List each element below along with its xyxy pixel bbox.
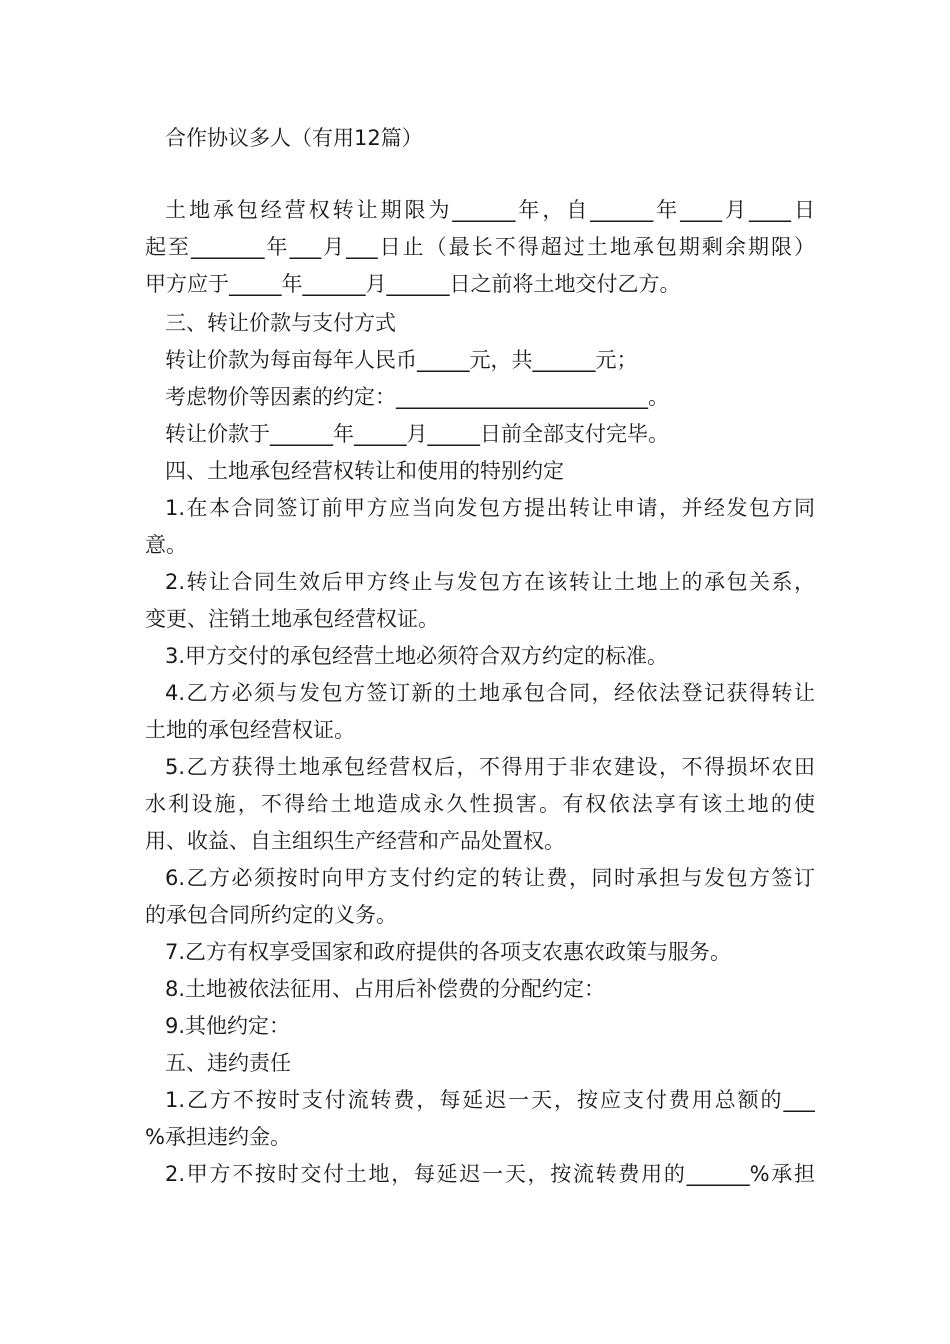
paragraph-line: 6.乙方必须按时向甲方支付约定的转让费，同时承担与发包方签订 [165, 866, 815, 890]
paragraph-line: 的承包合同所约定的义务。 [145, 903, 397, 927]
paragraph-line: 水利设施，不得给土地造成永久性损害。有权依法享有该土地的使 [145, 792, 815, 816]
paragraph-line: 甲方应于_____年______月______日之前将土地交付乙方。 [145, 272, 681, 296]
paragraph-line: 4.乙方必须与发包方签订新的土地承包合同，经依法登记获得转让 [165, 681, 815, 705]
paragraph-line: 5.乙方获得土地承包经营权后，不得用于非农建设，不得损坏农田 [165, 755, 815, 779]
section-heading: 四、土地承包经营权转让和使用的特别约定 [165, 459, 564, 483]
paragraph-line: 2.转让合同生效后甲方终止与发包方在该转让土地上的承包关系， [165, 570, 815, 594]
paragraph-line: 1.在本合同签订前甲方应当向发包方提出转让申请，并经发包方同 [165, 496, 815, 520]
paragraph-line: 3.甲方交付的承包经营土地必须符合双方约定的标准。 [165, 644, 669, 668]
paragraph-line: 转让价款为每亩每年人民币_____元，共______元； [165, 348, 638, 372]
paragraph-line: 1.乙方不按时支付流转费，每延迟一天，按应支付费用总额的___ [165, 1088, 815, 1112]
paragraph-line: 转让价款于______年_____月_____日前全部支付完毕。 [165, 422, 669, 446]
paragraph-line: 8.土地被依法征用、占用后补偿费的分配约定： [165, 977, 606, 1001]
paragraph-line: 变更、注销土地承包经营权证。 [145, 607, 439, 631]
paragraph-line: 土地承包经营权转让期限为______年，自______年____月____日 [165, 198, 815, 222]
paragraph-line: %承担违约金。 [145, 1125, 291, 1149]
paragraph-line: 2.甲方不按时交付土地，每延迟一天，按流转费用的______%承担 [165, 1162, 815, 1186]
document-title: 合作协议多人（有用12篇） [165, 126, 423, 150]
paragraph-line: 土地的承包经营权证。 [145, 718, 355, 742]
section-heading: 三、转让价款与支付方式 [165, 311, 396, 335]
paragraph-line: 9.其他约定： [165, 1014, 291, 1038]
paragraph-line: 起至_______年___月___日止（最长不得超过土地承包期剩余期限） [145, 235, 815, 259]
paragraph-line: 7.乙方有权享受国家和政府提供的各项支农惠农政策与服务。 [165, 940, 732, 964]
paragraph-line: 考虑物价等因素的约定：________________________。 [165, 385, 669, 409]
section-heading: 五、违约责任 [165, 1051, 291, 1075]
paragraph-line: 意。 [145, 533, 187, 557]
paragraph-line: 用、收益、自主组织生产经营和产品处置权。 [145, 829, 565, 853]
